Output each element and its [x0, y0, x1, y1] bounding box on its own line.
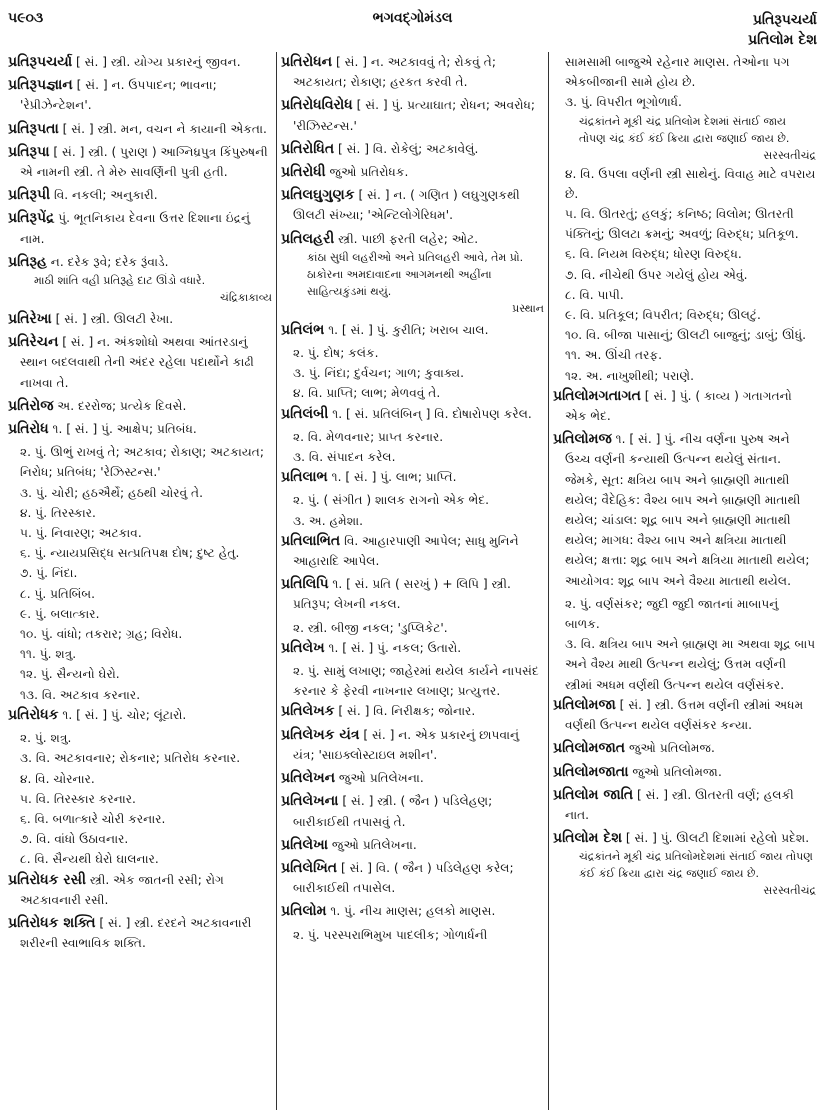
definition-text: ૩. વિ. સંપાદન કરેલ. — [293, 450, 396, 465]
dictionary-entry — [281, 858, 544, 898]
headword: પ્રતિરૂપેંદ્ર — [8, 210, 55, 227]
dictionary-entry — [8, 705, 272, 725]
definition-text: અ. દરરોજ; પ્રત્યેક દિવસે. — [53, 398, 187, 413]
dictionary-entry — [8, 870, 272, 910]
definition-text: જુઓ પ્રતિલોમજા. — [628, 764, 722, 779]
definition-text: ૫. વિ. ઊતરતું; હલકું; કનિષ્ઠ; વિલોમ; ઊતરતી પંક્તિનું; ઊલટા ક્રમનું; અવળું; વિરુદ્ધ; પ્રતિકૂળ. — [565, 207, 799, 242]
sense-line — [8, 748, 272, 768]
dictionary-entry — [281, 52, 544, 92]
definition-text: જુઓ પ્રતિરોધક. — [325, 165, 409, 180]
definition-text: [ સં. ] ન. એક પ્રકારનું છાપવાનું યંત્ર; 'સાઇક્લોસ્ટાઇલ મશીન'. — [293, 727, 520, 762]
definition-text: [ સં. ] ન. ઉપપાદન; ભાવના; 'રેપ્રીઝેન્ટેશન'. — [20, 78, 217, 113]
definition-text: [ સં. ] સ્ત્રી. ઉત્તમ વર્ણની સ્ત્રીમાં અધમ વર્ણથી ઉત્પન્ન થયેલ વર્ણસંકર કન્યા. — [565, 697, 804, 733]
sense-line — [8, 604, 272, 624]
definition-text: ૩. પું. નિંદા; દુર્વચન; ગાળ; કુવાક્ય. — [293, 366, 464, 381]
headword: પ્રતિલેખા — [281, 836, 329, 853]
definition-text: જુઓ પ્રતિલેખના. — [335, 771, 424, 786]
sense-line — [281, 427, 544, 447]
quotation-text: ચંદ્રકાંતને મૂકી ચંદ્ર પ્રતિલોમદેશમાં સંતાઈ જાય તોપણ કંઈ કંઈ ક્રિયા દ્વારા ચંદ્ર જણાઈ જાય છે. — [579, 850, 813, 881]
definition-text: [ સં. ] સ્ત્રી. મન, વચન ને કાયાની એકતા. — [58, 121, 267, 136]
headword: પ્રતિલોમજા — [553, 696, 616, 713]
sense-line — [8, 624, 272, 644]
definition-text: ૧૦. પું. વાંધો; તકરાર; ગ્રહ; વિરોધ. — [20, 627, 183, 642]
definition-text: ૪. વિ. પ્રાપ્તિ; લાભ; મેળવવું તે. — [293, 386, 441, 401]
definition-text: ૨. પું. ( સંગીત ) શાલક રાગનો એક ભેદ. — [293, 493, 490, 508]
definition-text: ૬. વિ. નિયમ વિરુદ્ધ; ધોરણ વિરુદ્ધ. — [565, 247, 742, 262]
dictionary-entry — [281, 725, 544, 765]
dictionary-entry — [553, 429, 816, 591]
definition-text: ૧. [ સં. પ્રતિલંબિન્ ] વિ. દોષારોપણ કરેલ. — [328, 406, 532, 421]
definition-text: સામસામી બાજુએ રહેનાર માણસ. તેઓના પગ એકબીજાની સામે હોય છે. — [565, 55, 790, 90]
definition-text: [ સં. ] સ્ત્રી. ( જૈન ) પડિલેહણ; બારીકાઈથી તપાસવું તે. — [293, 794, 493, 829]
definition-text: [ સં. ] ન. અટકાવવું તે; રોકવું તે; અટકાયત; રોકાણ; હરકત કરવી તે. — [293, 55, 496, 90]
definition-text: ૬. વિ. બળાત્કારે ચોરી કરનાર. — [20, 811, 166, 826]
dictionary-entry — [8, 142, 272, 182]
definition-text: ૧. [ સં. ] પું. આક્ષેપ; પ્રતિબંધ. — [48, 422, 197, 437]
definition-text: વિ. નકલી; અનુકારી. — [50, 188, 158, 203]
sense-line — [553, 594, 816, 634]
sense-line — [553, 244, 816, 264]
headword: પ્રતિલઘુગુણક — [281, 187, 355, 204]
sense-line — [553, 92, 816, 163]
definition-text: ૬. પું. ન્યાયપ્રસિદ્ધ સત્પ્રતિપક્ષ દોષ; દુષ્ટ હેતુ. — [20, 546, 240, 561]
dictionary-entry — [8, 913, 272, 953]
sense-line — [553, 265, 816, 285]
definition-text: ૧. [ સં. ] પું. લાભ; પ્રાપ્તિ. — [327, 470, 457, 485]
definition-text: ૮. પું. પ્રતિબિંબ. — [20, 586, 96, 601]
dictionary-entry — [281, 835, 544, 855]
definition-text: વિ. આહારપાણી આપેલ; સાધુ મુનિને આહારાદિ આપેલ. — [293, 533, 519, 569]
dictionary-entry — [281, 768, 544, 788]
headword: પ્રતિલોમજ — [553, 431, 612, 448]
headword: પ્રતિરોધક — [8, 706, 59, 723]
definition-text: [ સં. ] સ્ત્રી. ( પુરાણ ) આગ્નિધ્રપુત્ર કિંપુરુષની એ નામની સ્ત્રી. તે મેરુ સાવર્ણિની પુત્રી હતી. — [20, 144, 268, 180]
headword: પ્રતિલેખ — [281, 639, 325, 656]
definition-text: ૧૨. પું. સૈન્યનો ઘેરો. — [20, 667, 120, 682]
sense-line — [553, 305, 816, 325]
dictionary-entry — [8, 208, 272, 248]
headword: પ્રતિરોધક શક્તિ — [8, 914, 96, 931]
book-title: ભગવદ્ગોમંડલ — [372, 10, 453, 26]
headword: પ્રતિરેચન — [8, 334, 59, 351]
definition-text: ૧૦. વિ. બીજા પાસાનું; ઊલટી બાજુનું; ડાબું; ઊંધું. — [565, 328, 807, 343]
definition-text: [ સં. ] પું. ઊલટી દિશામાં રહેલો પ્રદેશ. — [622, 831, 810, 846]
headword: પ્રતિરોધક રસી — [8, 871, 87, 888]
sense-line — [281, 447, 544, 467]
definition-text: ૪. વિ. ઉપલા વર્ણની સ્ત્રી સાથેનું. વિવાહ માટે વપરાય છે. — [565, 166, 816, 201]
definition-text: ૩. અ. હમેશા. — [293, 513, 363, 528]
dictionary-entry — [281, 638, 544, 658]
headword: પ્રતિલેખક — [281, 703, 335, 720]
dictionary-entry — [8, 332, 272, 393]
definition-text: ૭. પું. નિંદા. — [20, 566, 78, 581]
dictionary-entry — [281, 574, 544, 614]
headword: પ્રતિરેખા — [8, 311, 52, 328]
page-header — [0, 6, 825, 50]
sense-line — [553, 164, 816, 204]
definition-text: [ સં. ] પું. પ્રત્યાઘાત; રોધન; અવરોધ; 'રીઝિસ્ટન્સ.' — [293, 98, 536, 133]
definition-text: [ સં. ] ન. ( ગણિત ) લઘુગુણકથી ઊલટી સંખ્યા; 'એન્ટિલોગેરિધમ'. — [293, 188, 520, 223]
sense-line — [553, 325, 816, 345]
headword: પ્રતિરોધન — [281, 54, 333, 70]
definition-text: ૧. [ સં. ] પું. નકલ; ઉતારો. — [324, 640, 462, 655]
headword: પ્રતિરૂપતા — [8, 120, 59, 137]
definition-text: ૧૧. અ. ઊંચી તરફ. — [565, 348, 662, 363]
definition-text: ૧. [ સં. ] પું. નીચ વર્ણના પુરુષ અને ઉચ્ચ વર્ણની કન્યાથી ઉત્પન્ન થયેલું સંતાન. જેમકે, સૂત: ક્ષત્રિય બાપ અને બ્રાહ્મણી માતાથી થયેલ; વૈદેહિક: વૈશ્ય બાપ અને બ્રાહ્મણી માતાથી થયેલ; ચાંડાલ: શૂદ્ર બાપ અને બ્રાહ્મણી માતાથી થયેલ; માગધ: વૈશ્ય બાપ અને ક્ષત્રિયા માતાથી થયેલ; ક્ષત્તા: શૂદ્ર બાપ અને ક્ષત્રિયા માતાથી થયેલ; આયોગવ: શૂદ્ર બાપ અને વૈશ્યા માતાથી થયેલ. — [565, 432, 810, 588]
sense-line — [8, 769, 272, 789]
definition-text: સ્ત્રી. પાછી ફરતી લહેર; ઓટ. — [334, 231, 479, 246]
entry-range — [748, 10, 817, 50]
dictionary-entry — [553, 695, 816, 735]
definition-text: [ સં. ] સ્ત્રી. ઊલટી રેખા. — [51, 312, 174, 327]
quotation — [293, 249, 544, 317]
sense-line — [8, 685, 272, 705]
headword: પ્રતિરોધ — [8, 421, 49, 438]
range-end: પ્રતિલોમ દેશ — [748, 32, 817, 48]
definition-text: [ સં. ] વિ. રોકેલું; અટકાવેલું. — [334, 141, 479, 156]
quotation — [565, 113, 816, 164]
sense-line — [281, 383, 544, 403]
sense-line — [8, 789, 272, 809]
dictionary-entry — [281, 139, 544, 159]
headword: પ્રતિલોમ દેશ — [553, 830, 622, 847]
definition-text: ન. દરેક રૂવે; દરેક રૂંવાડે. — [46, 254, 169, 269]
headword: પ્રતિલોમજાત — [553, 740, 626, 757]
dictionary-entry — [281, 229, 544, 317]
sense-line — [281, 511, 544, 531]
quotation — [565, 848, 816, 899]
sense-line — [553, 634, 816, 695]
definition-text: ૨. પું. પરસ્પરાભિમુખ પાદલીક; ગોળાર્ધની — [293, 927, 488, 942]
definition-text: ૯. પું. બલાત્કાર. — [20, 606, 100, 621]
definition-text: ૩. પું. ચોરી; હઠઐર્થે; હઠથી ચોરવું તે. — [20, 485, 204, 500]
headword: પ્રતિરૂપજ્ઞાન — [8, 77, 73, 94]
sense-line — [8, 644, 272, 664]
dictionary-entry — [8, 396, 272, 416]
dictionary-entry — [281, 701, 544, 721]
quotation-text: ચંદ્રકાંતને મૂકી ચંદ્ર પ્રતિલોમ દેશમાં સંતાઈ જાય તોપણ ચંદ્ર કંઈ કંઈ ક્રિયા દ્વારા જણાઈ જાય છે. — [579, 114, 790, 145]
sense-line — [8, 664, 272, 684]
column-3 — [548, 52, 820, 1110]
dictionary-entry — [281, 791, 544, 831]
headword: પ્રતિરૂહ — [8, 253, 47, 270]
definition-text: ૭. વિ. વાંધો ઉઠાવનાર. — [20, 832, 129, 847]
definition-text: ૧. [ સં. પ્રતિ ( સરખું ) + લિપિ ] સ્ત્રી. પ્રતિરૂપ; લેખની નકલ. — [293, 577, 511, 612]
definition-text: ૧. [ સં. ] પું. કુરીતિ; ખરાબ ચાલ. — [324, 322, 489, 337]
quotation-text: કાંઠા સુધી લહરીઓ અને પ્રતિલહરી આવે, તેમ પ્રો. ઠાકોરના અમદાવાદના આગમનથી અહીંના સાહિત્યકુંડમાં થયું. — [307, 250, 524, 298]
definition-text: [ સં. ] વિ. ( જૈન ) પડિલેહણ કરેલ; બારીકાઈથી તપાસેલ. — [293, 860, 514, 896]
definition-text: [ સં. ] સ્ત્રી. ઊતરતી વર્ણ; હલકી નાત. — [565, 787, 794, 822]
sense-line — [8, 809, 272, 829]
dictionary-entry — [281, 901, 544, 921]
headword: પ્રતિલોમજાતા — [553, 763, 629, 780]
headword: પ્રતિરોધી — [281, 164, 326, 181]
dictionary-entry — [281, 467, 544, 487]
sense-line — [281, 925, 544, 945]
definition-text: ૩. પું. વિપરીત ભૂગોળાર્ધ. — [565, 95, 682, 110]
headword: પ્રતિરૂપી — [8, 187, 51, 204]
quotation-source: ચંદ્રિકાકાવ્ય — [220, 291, 272, 305]
headword: પ્રતિલેખન — [281, 770, 336, 787]
definition-text: [ સં. ] ન. અંકશોધો અથવા આંતરડાનું સ્થાન બદલવાથી તેની અંદર રહેલા પદાર્થોને કાઢી નાખવા તે. — [20, 335, 254, 390]
sense-line — [553, 345, 816, 365]
quotation-text: માઠી શાંતિ વહી પ્રતિરૂહે દાટ ઊંડો વધારે. — [34, 274, 206, 288]
headword: પ્રતિરૂપા — [8, 143, 50, 160]
definition-text: [ સં. ] સ્ત્રી. દરદને અટકાવનારી શરીરની સ્વાભાવિક શક્તિ. — [20, 915, 252, 951]
definition-text: ૨. વિ. મેળવનાર; પ્રાપ્ત કરનાર. — [293, 429, 444, 444]
headword: પ્રતિલેખિત — [281, 859, 338, 876]
headword: પ્રતિલાભિત — [281, 532, 341, 549]
headword: પ્રતિરોજ — [8, 397, 54, 414]
definition-text: જુઓ પ્રતિલોમજ. — [625, 741, 715, 756]
sense-line — [553, 52, 816, 92]
quotation-source: સરસ્વતીચંદ્ર — [763, 148, 816, 162]
definition-text: ૨. પું. ઊભું રાખવું તે; અટકાવ; રોકાણ; અટકાયત; નિરોધ; પ્રતિબંધ; 'રેઝિસ્ટન્સ.' — [20, 445, 264, 480]
quotation-source: પ્રસ્થાન — [512, 301, 544, 315]
sense-line — [553, 204, 816, 244]
headword: પ્રતિરોધિત — [281, 140, 335, 157]
dictionary-entry — [8, 252, 272, 306]
definition-text: ૧૨. અ. નાખુશીથી; પરાણે. — [565, 368, 694, 383]
definition-text: ૪. વિ. ચોરનાર. — [20, 771, 95, 786]
dictionary-entry — [8, 75, 272, 115]
headword: પ્રતિરૂપચર્યા — [8, 54, 73, 70]
definition-text: ૩. વિ. અટકાવનાર; રોકનાર; પ્રતિરોધ કરનાર. — [20, 751, 241, 766]
headword: પ્રતિરોધવિરોધ — [281, 97, 353, 114]
definition-text: ૨. પું. વર્ણસંકર; જુદી જુદી જાતનાં માબાપનું બાળક. — [565, 596, 779, 632]
headword: પ્રતિલિપિ — [281, 576, 329, 593]
dictionary-entry — [553, 738, 816, 758]
definition-text: ૫. પું. નિવારણ; અટકાવ. — [20, 526, 142, 541]
dictionary-entry — [8, 185, 272, 205]
definition-text: ૨. પું. દોષ; કલંક. — [293, 346, 379, 361]
headword: પ્રતિલંભ — [281, 321, 325, 338]
dictionary-entry — [8, 119, 272, 139]
sense-line — [281, 343, 544, 363]
sense-line — [281, 490, 544, 510]
sense-line — [8, 829, 272, 849]
sense-line — [8, 849, 272, 869]
definition-text: ૧૩. વિ. અટકાવ કરનાર. — [20, 687, 141, 702]
page-number: ૫૯૦૩ — [8, 10, 44, 26]
definition-text: ૪. પું. તિરસ્કાર. — [20, 505, 96, 520]
headword: પ્રતિલેખના — [281, 793, 339, 810]
range-start: પ્રતિરૂપચર્યા — [752, 12, 817, 28]
definition-text: ૧. પું. નીચ માણસ; હલકો માણસ. — [326, 904, 496, 919]
headword: પ્રતિલોમગતાગત — [553, 387, 641, 404]
definition-text: ૮. વિ. સૈન્યથી ઘેરો ઘાલનાર. — [20, 852, 159, 867]
dictionary-entry — [281, 320, 544, 340]
dictionary-entry — [281, 531, 544, 571]
sense-line — [281, 618, 544, 638]
dictionary-entry — [281, 162, 544, 182]
definition-text: ૭. વિ. નીચેથી ઉપર ગયેલું હોય એવું. — [565, 267, 748, 282]
sense-line — [8, 503, 272, 523]
sense-line — [553, 285, 816, 305]
definition-text: [ સં. ] પું. ( કાવ્ય ) ગતાગતનો એક ભેદ. — [565, 388, 792, 424]
dictionary-entry — [281, 185, 544, 225]
quotation-source: સરસ્વતીચંદ્ર — [763, 884, 816, 898]
dictionary-entry — [553, 785, 816, 825]
sense-line — [8, 563, 272, 583]
sense-line — [281, 363, 544, 383]
dictionary-entry — [8, 309, 272, 329]
headword: પ્રતિલાભ — [281, 469, 328, 486]
definition-text: [ સં. ] સ્ત્રી. યોગ્ય પ્રકારનું જીવન. — [72, 55, 241, 69]
headword: પ્રતિલોમ જાતિ — [553, 786, 634, 803]
dictionary-entry — [8, 419, 272, 439]
definition-text: ૨. સ્ત્રી. બીજી નકલ; 'ડુપ્લિકેટ'. — [293, 620, 448, 635]
sense-line — [8, 728, 272, 748]
definition-text: ૧૧. પું. શત્રુ. — [20, 647, 77, 662]
definition-text: ૯. વિ. પ્રતિકૂલ; વિપરીત; વિરુદ્ધ; ઊલટું. — [565, 308, 761, 323]
sense-line — [8, 442, 272, 482]
definition-text: ૨. પું. સામું લખાણ; જાહેરમાં થયેલ કાર્યને નાપસંદ કરનાર કે ફેરવી નાખનાર લખાણ; પ્રત્યુત્તર. — [293, 664, 539, 699]
definition-text: ૩. વિ. ક્ષત્રિય બાપ અને બ્રાહ્મણ મા અથવા શૂદ્ર બાપ અને વૈશ્ય માથી ઉત્પન્ન થયેલું; ઉત્તમ વર્ણની સ્ત્રીમાં અધમ વર્ણથી ઉત્પન્ન થયેલ વર્ણસંકર. — [565, 637, 816, 692]
headword: પ્રતિલોમ — [281, 903, 327, 920]
sense-line — [8, 543, 272, 563]
definition-text: [ સં. ] વિ. નિરીક્ષક; જોનાર. — [334, 704, 476, 719]
sense-line — [8, 584, 272, 604]
definition-text: ૨. પું. શત્રુ. — [20, 731, 72, 746]
headword: પ્રતિલેખક યંત્ર — [281, 726, 360, 743]
column-1 — [4, 52, 276, 1110]
column-2 — [276, 52, 548, 1110]
quotation — [20, 272, 272, 306]
dictionary-columns — [4, 52, 822, 1110]
definition-text: જુઓ પ્રતિલેખના. — [328, 837, 417, 852]
sense-line — [8, 483, 272, 503]
dictionary-entry — [281, 404, 544, 424]
sense-line — [8, 523, 272, 543]
dictionary-entry — [281, 95, 544, 135]
definition-text: ૮. વિ. પાપી. — [565, 287, 624, 302]
definition-text: ૧. [ સં. ] પું. ચોર; લૂંટારો. — [58, 707, 187, 722]
sense-line — [553, 366, 816, 386]
dictionary-entry — [553, 828, 816, 899]
headword: પ્રતિલંબી — [281, 405, 329, 422]
dictionary-entry — [553, 762, 816, 782]
definition-text: સ્ત્રી. એક જાતની રસી; રોગ અટકાવનારી રસી. — [20, 872, 224, 907]
definition-text: પું. ભૂતનિકાય દેવના ઉત્તર દિશાના ઇંદ્રનું નામ. — [20, 211, 251, 246]
definition-text: ૫. વિ. તિરસ્કાર કરનાર. — [20, 791, 136, 806]
headword: પ્રતિલહરી — [281, 230, 335, 247]
dictionary-entry — [553, 386, 816, 426]
sense-line — [281, 661, 544, 701]
dictionary-entry — [8, 52, 272, 72]
